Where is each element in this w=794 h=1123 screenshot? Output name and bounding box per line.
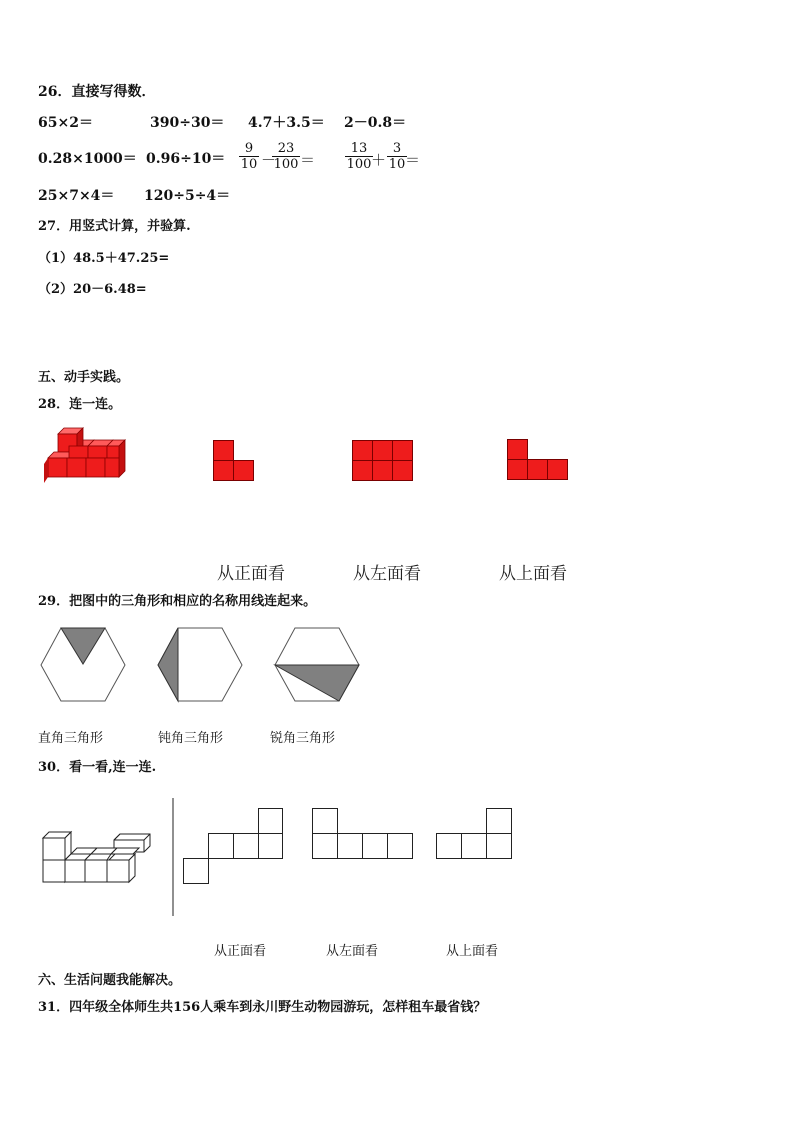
q29-title: 29．把图中的三角形和相应的名称用线连起来。 [38,594,317,609]
expr-120div5div4: 120÷5÷4＝ [144,188,231,204]
numerator: 3 [392,141,402,156]
q30-view-top: 从上面看 [446,944,499,959]
q30-title: 30．看一看,连一连. [38,760,157,775]
label-acute-triangle: 锐角三角形 [270,731,336,746]
red-cube-solid [44,428,128,488]
red-view-l-long [507,439,568,481]
expr-0.96div10: 0.96÷10＝ [146,151,226,167]
q30-view-c [436,808,512,859]
q28-view-front: 从正面看 [217,564,285,584]
expr-390div30: 390÷30＝ [150,115,225,131]
numerator: 23 [277,141,295,156]
q30-view-b [312,808,413,859]
q27-item-2: （2）20－6.48= [38,282,147,297]
label-obtuse-triangle: 钝角三角形 [158,731,224,746]
denominator: 10 [240,157,258,172]
expr-65x2: 65×2＝ [38,115,93,131]
equals-sign: ＝ [300,151,316,169]
numerator: 9 [244,141,254,156]
red-view-2x3 [352,440,413,482]
section-5-heading: 五、动手实践。 [38,370,130,385]
q28-view-top: 从上面看 [499,564,567,584]
expr-25x7x4: 25×7×4＝ [38,188,115,204]
expr-2minus0.8: 2－0.8＝ [344,115,407,131]
q30-view-front: 从正面看 [214,944,267,959]
cube-line-drawing [42,830,154,884]
plus-operator: ＋ [371,151,387,169]
q27-item-1: （1）48.5＋47.25= [38,251,170,266]
expr-0.28x1000: 0.28×1000＝ [38,151,137,167]
numerator: 13 [350,141,368,156]
minus-operator: － [261,151,277,169]
label-right-triangle: 直角三角形 [38,731,104,746]
q26-title: 26．直接写得数． [38,84,156,100]
denominator: 100 [346,157,372,172]
denominator: 10 [388,157,406,172]
fraction-3-10 [387,141,407,172]
equals-sign: ＝ [405,151,421,169]
q28-view-left: 从左面看 [353,564,421,584]
expr-4.7plus3.5: 4.7＋3.5＝ [248,115,325,131]
section-6-heading: 六、生活问题我能解决。 [38,973,182,988]
q30-view-left: 从左面看 [326,944,379,959]
q31-title: 31．四年级全体师生共156人乘车到永川野生动物园游玩，怎样租车最省钱？ [38,1000,487,1015]
vertical-divider [172,798,174,916]
fraction-9-10 [239,141,259,172]
hexagon-right-triangle [40,628,126,702]
hexagon-obtuse-triangle [157,628,243,702]
q27-title: 27．用竖式计算，并验算. [38,219,191,234]
fraction-23-100 [272,141,300,172]
fraction-13-100 [345,141,373,172]
q28-title: 28．连一连。 [38,397,122,412]
red-view-l-shape [213,440,255,482]
denominator: 100 [273,157,299,172]
q30-view-a [183,808,283,884]
hexagon-acute-triangle [274,628,360,702]
